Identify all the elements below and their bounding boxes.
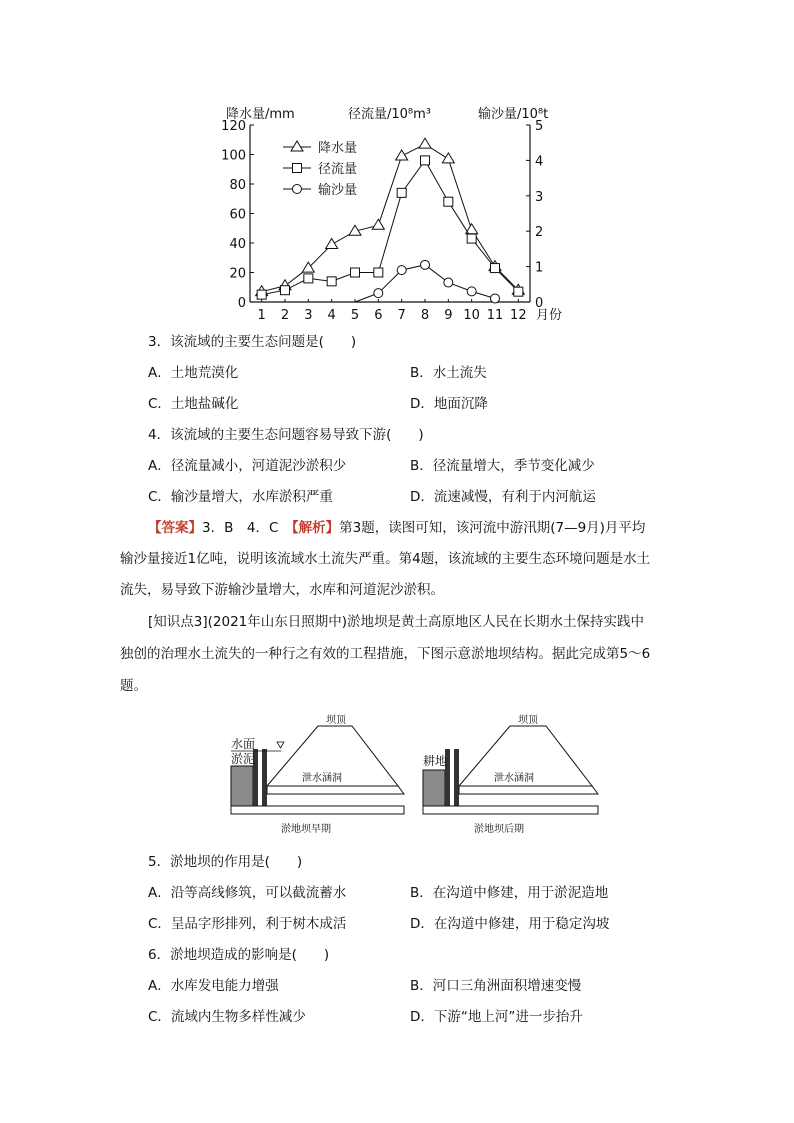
q5-option-d: D．在沟道中修建，用于稳定沟坡 [410,916,610,932]
x-tick-label: 4 [327,308,336,323]
label-dam-top-later: 坝顶 [518,715,538,726]
legend [283,140,357,198]
sediment-point [467,287,476,296]
x-tick-label: 1 [257,308,266,323]
q5-option-a: A．沿等高线修筑，可以截流蓄水 [148,885,347,901]
legend-label-runoff: 径流量 [318,162,358,177]
right-tick-label: 2 [535,225,544,241]
left-ticks [221,119,254,311]
legend-square-icon [293,164,302,173]
dam-culvert-later [459,786,598,794]
runoff-point [351,268,360,277]
x-tick-label: 9 [444,308,453,323]
precip-point [372,219,384,229]
right-tick-label: 4 [535,154,544,170]
legend-circle-icon [293,185,302,194]
label-water: 水面 [231,737,256,751]
analysis-tag: 【解析】 [291,520,340,536]
q4-stem: 4．该流域的主要生态问题容易导致下游( ) [148,427,424,443]
gate-wall-4 [454,749,459,806]
legend-label-precip: 降水量 [318,141,358,156]
left-tick-label: 100 [221,148,246,164]
sediment-point [421,260,430,269]
x-tick-label: 7 [397,308,406,323]
label-culvert-later: 泄水涵洞 [494,773,534,784]
left-tick-label: 0 [237,296,246,311]
runoff-point [421,156,430,165]
right-tick-label: 0 [535,296,544,311]
answer-text: 3．B 4．C [202,520,292,536]
silt-fill [231,766,253,806]
precip-point [442,153,454,163]
q3-option-c: C．土地盐碱化 [148,396,239,412]
dam-culvert [267,786,404,794]
label-dam-top-early: 坝顶 [326,715,346,726]
x-tick-label: 3 [304,308,313,323]
label-farmland: 耕地 [423,754,448,768]
legend-triangle-icon [291,141,303,151]
x-tick-label: 12 [510,308,527,323]
sediment-point [444,278,453,287]
q6-option-d: D．下游“地上河”进一步抬升 [410,1009,583,1025]
sediment-point [374,289,383,298]
x-tick-label: 10 [463,308,480,323]
base-layer [231,806,404,814]
q3-option-d: D．地面沉降 [410,396,488,412]
runoff-point [397,188,406,197]
right-ticks [526,119,543,311]
runoff-point [467,234,476,243]
precip-point [396,150,408,160]
legend-label-sediment: 输沙量 [318,183,358,198]
q3-option-b: B．水土流失 [410,365,487,381]
runoff-point [304,274,313,283]
dam-later [423,713,598,835]
water-level-icon [277,742,284,748]
runoff-point [444,197,453,206]
runoff-point [514,287,523,296]
caption-early: 淤地坝早期 [281,824,331,835]
q5-option-b: B．在沟道中修建，用于淤泥造地 [410,885,609,901]
intro-line-3: 题。 [120,678,147,694]
q4-option-a: A．径流量减小，河道泥沙淤积少 [148,458,347,474]
runoff-point [257,290,266,299]
runoff-point [281,286,290,295]
precip-point [326,238,338,248]
answer-tag: 【答案】 [148,520,202,536]
q4-option-b: B．径流量增大，季节变化减少 [410,458,595,474]
q4-option-d: D．流速减慢，有利于内河航运 [410,489,596,505]
q3-stem: 3．该流域的主要生态问题是( ) [148,334,357,350]
q6-option-c: C．流域内生物多样性减少 [148,1009,306,1025]
x-tick-label: 8 [420,308,430,323]
q4-option-c: C．输沙量增大，水库淤积严重 [148,489,333,505]
q3-option-a: A．土地荒漠化 [148,365,239,381]
x-tick-label: 5 [350,308,360,323]
label-culvert-early: 泄水涵洞 [302,773,342,784]
x-unit-label: 月份 [536,308,563,323]
dam-early [231,713,404,835]
right-tick-label: 1 [535,260,544,276]
right-tick-label: 3 [535,189,544,205]
q6-option-b: B．河口三角洲面积增速变慢 [410,978,582,994]
check-dam-diagram [225,710,605,840]
sediment-point [397,266,406,275]
q6-stem: 6．淤地坝造成的影响是( ) [148,947,330,963]
left-tick-label: 60 [229,207,246,223]
left-tick-label: 20 [229,266,246,282]
runoff-point [491,264,500,273]
base-layer-later [423,806,598,814]
left-tick-label: 80 [229,178,246,193]
q5-stem: 5．淤地坝的作用是( ) [148,854,303,870]
x-tick-label: 2 [280,308,290,323]
sediment-point [491,294,500,303]
q6-option-a: A．水库发电能力增强 [148,978,279,994]
x-tick-label: 11 [486,308,504,323]
analysis-line-3: 流失，易导致下游输沙量增大，水库和河道泥沙淤积。 [120,582,444,598]
hydrology-chart [220,100,580,325]
right-tick-label: 5 [535,119,544,134]
gate-wall-2 [262,749,267,806]
runoff-point [327,277,336,286]
answer-line-1 [148,519,645,537]
precip-point [419,138,431,148]
ylabel-mid: 径流量/10⁸m³ [348,107,432,122]
label-silt: 淤泥 [231,752,256,766]
x-tick-label: 6 [374,308,383,323]
runoff-point [374,268,383,277]
analysis-line-2: 输沙量接近1亿吨，说明该流域水土流失严重。第4题，该流域的主要生态环境问题是水土 [120,551,651,567]
farmland-fill [423,770,445,806]
ylabel-left: 降水量/mm [226,107,295,122]
caption-later: 淤地坝后期 [474,824,524,835]
left-tick-label: 120 [221,119,246,134]
series-lines [256,138,525,303]
intro-line-1: [知识点3](2021年山东日照期中)淤地坝是黄土高原地区人民在长期水土保持实践中 [148,614,645,630]
q5-option-c: C．呈品字形排列，利于树木成活 [148,916,347,932]
left-tick-label: 40 [229,237,246,252]
ylabel-right: 输沙量/10⁸t [478,107,549,122]
analysis-line-1: 第3题，读图可知，该河流中游汛期(7—9月)月平均 [339,520,646,536]
intro-line-2: 独创的治理水土流失的一种行之有效的工程措施，下图示意淤地坝结构。据此完成第5～6 [120,646,651,662]
